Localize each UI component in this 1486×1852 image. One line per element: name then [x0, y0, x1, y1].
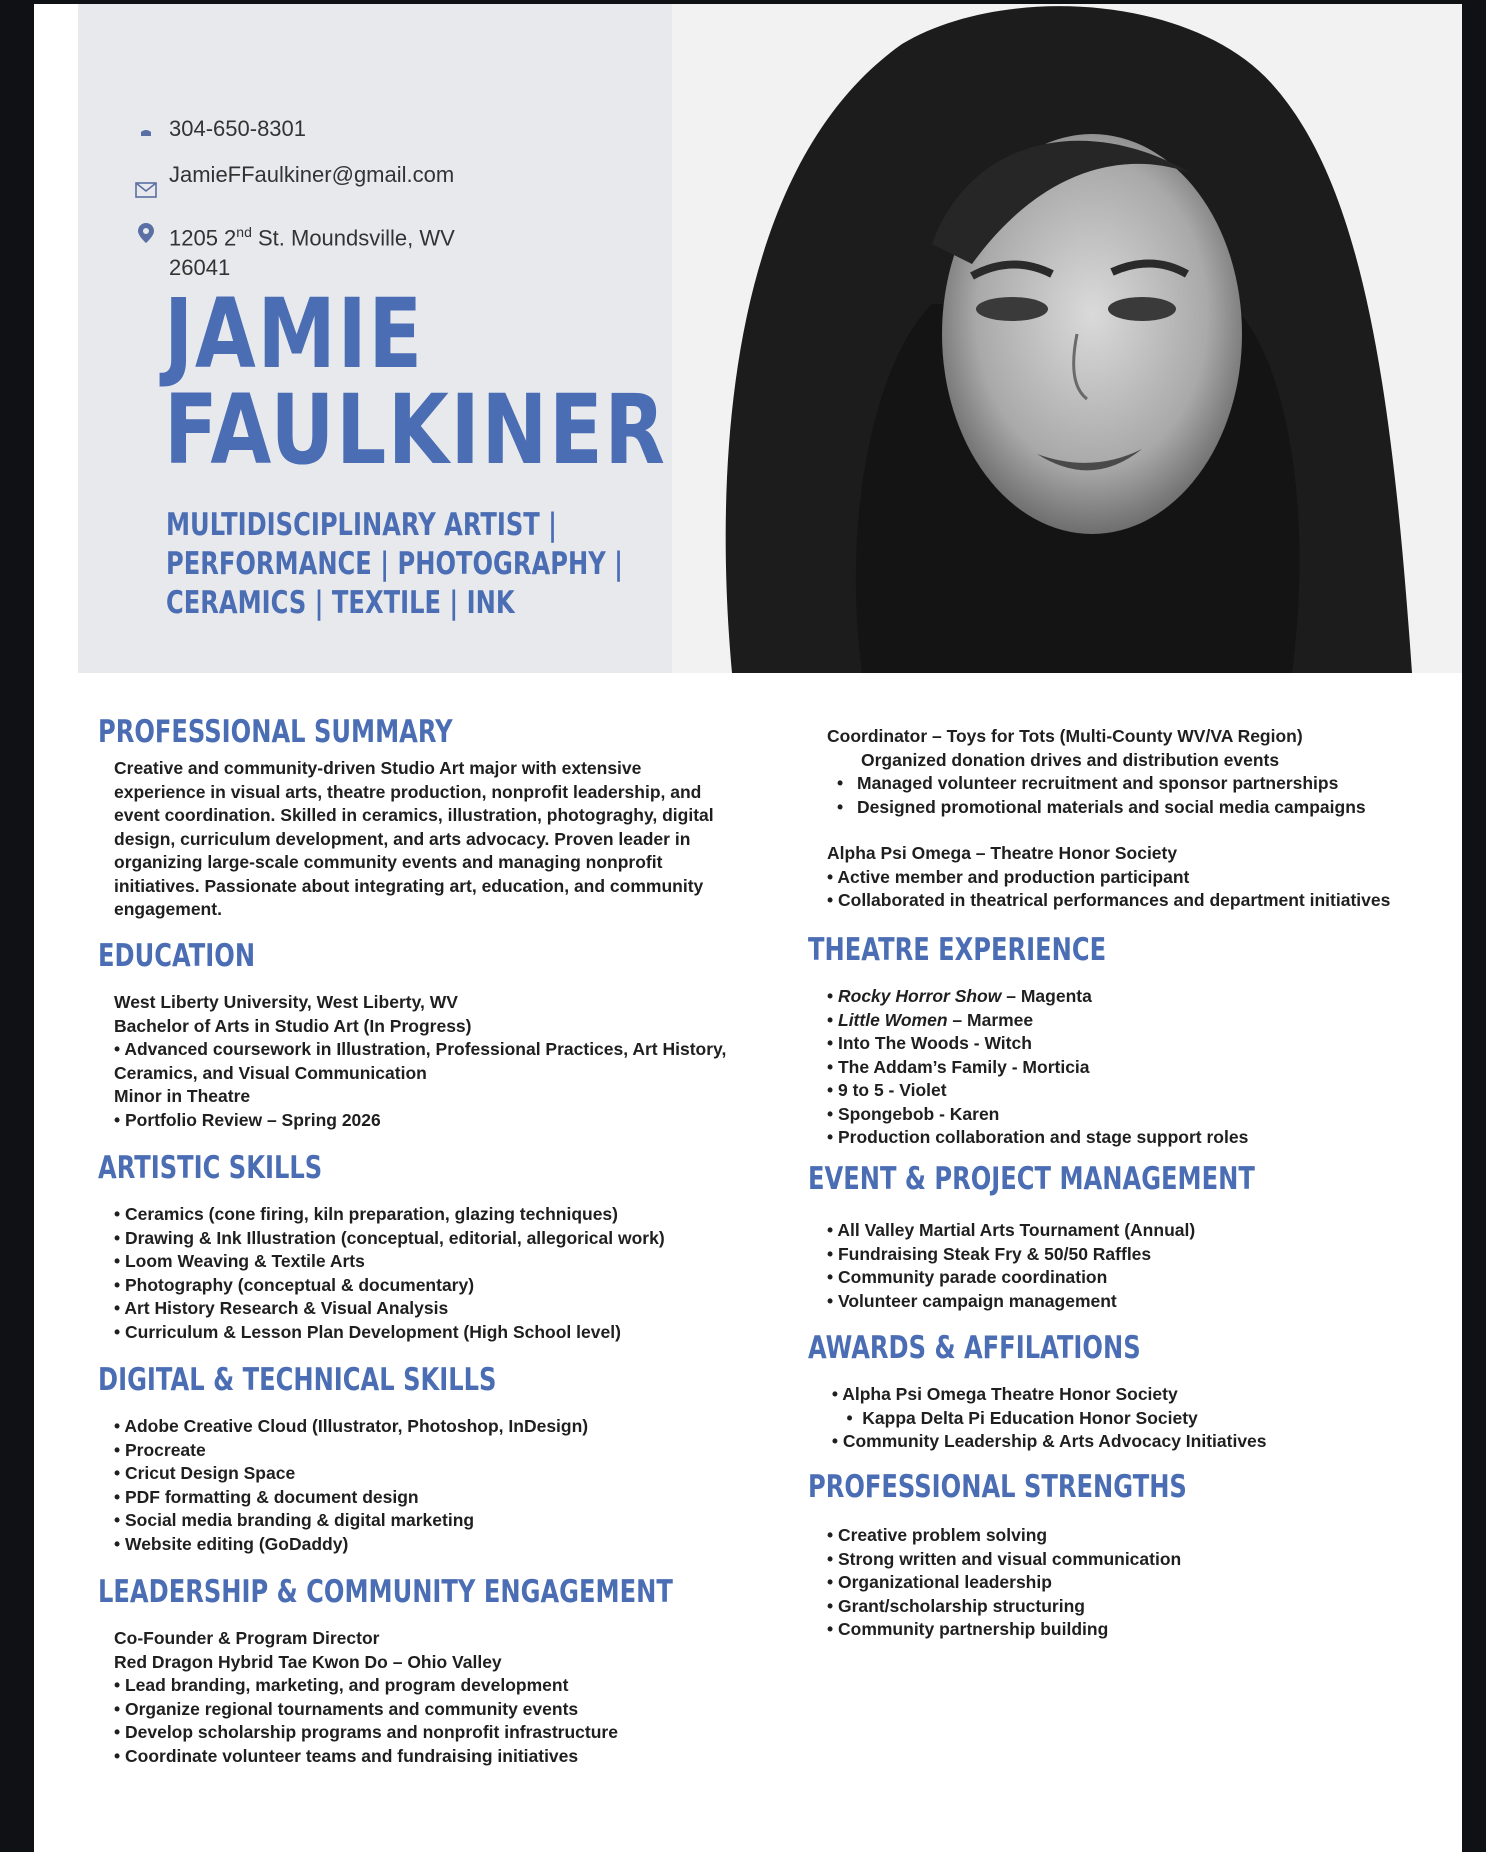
award-item: • Alpha Psi Omega Theatre Honor Society — [827, 1384, 1178, 1404]
address-line-1: 1205 2nd St. Moundsville, WV — [169, 224, 455, 251]
tagline-line: PERFORMANCE | PHOTOGRAPHY | — [166, 546, 623, 582]
email-link[interactable]: JamieFFaulkiner@gmail.com — [169, 162, 455, 187]
contact-address — [169, 217, 455, 283]
strength-item: • Organizational leadership — [827, 1572, 1052, 1592]
toys-for-tots-block — [827, 725, 1447, 819]
location-pin-icon — [134, 221, 158, 245]
skill-item: • Drawing & Ink Illustration (conceptual, editorial, allegorical work) — [114, 1227, 665, 1248]
contact-email — [169, 160, 454, 190]
mail-icon — [134, 178, 158, 202]
summary-line: initiatives. Passionate about integrating art, education, and community — [114, 875, 704, 896]
toys-for-tots-intro: Organized donation drives and distribution events — [861, 749, 1280, 770]
event-item: • Fundraising Steak Fry & 50/50 Raffles — [827, 1243, 1152, 1264]
skill-item: • PDF formatting & document design — [114, 1486, 419, 1507]
phone-text: 304-650-8301 — [169, 116, 307, 141]
tagline-line: MULTIDISCIPLINARY ARTIST | — [166, 507, 558, 543]
artistic-skills-body — [114, 1203, 764, 1344]
contact-phone — [169, 114, 306, 144]
award-item: • Kappa Delta Pi Education Honor Society — [827, 1407, 1198, 1428]
toys-for-tots-bullet: • Managed volunteer recruitment and sponsor partnerships — [827, 772, 1447, 796]
skill-item: • Art History Research & Visual Analysis — [114, 1298, 449, 1318]
skill-item: • Social media branding & digital marketing — [114, 1510, 475, 1530]
theatre-role: • 9 to 5 - Violet — [827, 1080, 947, 1100]
strength-item: • Grant/scholarship structuring — [827, 1595, 1085, 1616]
education-title: EDUCATION — [98, 938, 256, 974]
digital-skills-title: DIGITAL & TECHNICAL SKILLS — [98, 1362, 497, 1398]
summary-line: engagement. — [114, 899, 222, 919]
theatre-title: THEATRE EXPERIENCE — [808, 932, 1107, 968]
summary-line: event coordination. Skilled in ceramics, illustration, photograghy, digital — [114, 805, 714, 825]
alpha-psi-line: • Collaborated in theatrical performances and department initiatives — [827, 890, 1391, 910]
theatre-role: • Rocky Horror Show – Magenta — [827, 986, 1092, 1006]
portrait-photo — [672, 4, 1462, 673]
theatre-role: • Little Women – Marmee — [827, 1009, 1034, 1030]
phone-icon — [134, 118, 158, 142]
alpha-psi-heading: Alpha Psi Omega – Theatre Honor Society — [827, 843, 1178, 863]
skill-item: • Adobe Creative Cloud (Illustrator, Photoshop, InDesign) — [114, 1416, 589, 1436]
strength-item: • Community partnership building — [827, 1619, 1109, 1639]
summary-line: experience in visual arts, theatre production, nonprofit leadership, and — [114, 781, 702, 802]
leadership-line: Co-Founder & Program Director — [114, 1628, 380, 1648]
strength-item: • Strong written and visual communication — [827, 1548, 1182, 1569]
resume-page — [34, 4, 1462, 1852]
event-item: • Community parade coordination — [827, 1267, 1108, 1287]
education-line: Bachelor of Arts in Studio Art (In Progress) — [114, 1015, 472, 1036]
tagline-line: CERAMICS | TEXTILE | INK — [166, 585, 515, 621]
theatre-role: • Production collaboration and stage support roles — [827, 1127, 1249, 1147]
awards-body — [827, 1383, 1447, 1454]
skill-item: • Cricut Design Space — [114, 1463, 296, 1483]
digital-skills-body — [114, 1415, 764, 1556]
education-line: Minor in Theatre — [114, 1086, 251, 1106]
theatre-body — [827, 985, 1447, 1150]
leadership-line: Red Dragon Hybrid Tae Kwon Do – Ohio Valley — [114, 1651, 502, 1672]
education-line: • Advanced coursework in Illustration, Professional Practices, Art History, — [114, 1039, 727, 1059]
leadership-line: • Lead branding, marketing, and program development — [114, 1675, 569, 1695]
leadership-line: • Develop scholarship programs and nonprofit infrastructure — [114, 1722, 618, 1742]
skill-item: • Loom Weaving & Textile Arts — [114, 1251, 365, 1271]
strengths-title: PROFESSIONAL STRENGTHS — [808, 1469, 1187, 1505]
summary-body — [114, 757, 754, 922]
summary-line: design, curriculum development, and arts advocacy. Proven leader in — [114, 828, 691, 849]
skill-item: • Ceramics (cone firing, kiln preparation, glazing techniques) — [114, 1204, 618, 1224]
events-title: EVENT & PROJECT MANAGEMENT — [808, 1161, 1255, 1197]
award-item: • Community Leadership & Arts Advocacy Initiatives — [827, 1431, 1267, 1451]
portrait-illustration — [672, 4, 1462, 673]
toys-for-tots-bullet: • Designed promotional materials and social media campaigns — [827, 796, 1447, 820]
awards-title: AWARDS & AFFILATIONS — [808, 1330, 1141, 1366]
leadership-line: • Coordinate volunteer teams and fundraising initiatives — [114, 1745, 579, 1766]
name-first: JAMIE — [164, 278, 424, 390]
toys-for-tots-heading: Coordinator – Toys for Tots (Multi-County WV/VA Region) — [827, 726, 1303, 746]
leadership-line: • Organize regional tournaments and community events — [114, 1698, 579, 1719]
strength-item: • Creative problem solving — [827, 1525, 1048, 1545]
leadership-title: LEADERSHIP & COMMUNITY ENGAGEMENT — [98, 1574, 673, 1610]
education-line: • Portfolio Review – Spring 2026 — [114, 1109, 381, 1130]
theatre-role: • Into The Woods - Witch — [827, 1033, 1032, 1053]
address-line-2: 26041 — [169, 255, 231, 281]
education-line: Ceramics, and Visual Communication — [114, 1062, 427, 1083]
skill-item: • Procreate — [114, 1439, 206, 1460]
education-body — [114, 991, 764, 1132]
summary-title: PROFESSIONAL SUMMARY — [98, 714, 453, 750]
event-item: • Volunteer campaign management — [827, 1290, 1117, 1311]
theatre-role: • The Addam’s Family - Morticia — [827, 1056, 1090, 1077]
tagline — [166, 506, 623, 623]
leadership-body — [114, 1627, 764, 1768]
name-last: FAULKINER — [164, 374, 667, 486]
theatre-role: • Spongebob - Karen — [827, 1103, 1000, 1124]
event-item: • All Valley Martial Arts Tournament (Annual) — [827, 1220, 1196, 1240]
summary-line: Creative and community-driven Studio Art major with extensive — [114, 758, 642, 778]
summary-line: organizing large-scale community events and managing nonprofit — [114, 852, 663, 872]
alpha-psi-line: • Active member and production participant — [827, 866, 1190, 887]
strengths-body — [827, 1524, 1447, 1642]
skill-item: • Curriculum & Lesson Plan Development (High School level) — [114, 1321, 621, 1342]
alpha-psi-block — [827, 842, 1447, 913]
skill-item: • Website editing (GoDaddy) — [114, 1533, 349, 1554]
artistic-skills-title: ARTISTIC SKILLS — [98, 1150, 323, 1186]
education-line: West Liberty University, West Liberty, WV — [114, 992, 458, 1012]
events-body — [827, 1219, 1447, 1313]
skill-item: • Photography (conceptual & documentary) — [114, 1274, 475, 1295]
